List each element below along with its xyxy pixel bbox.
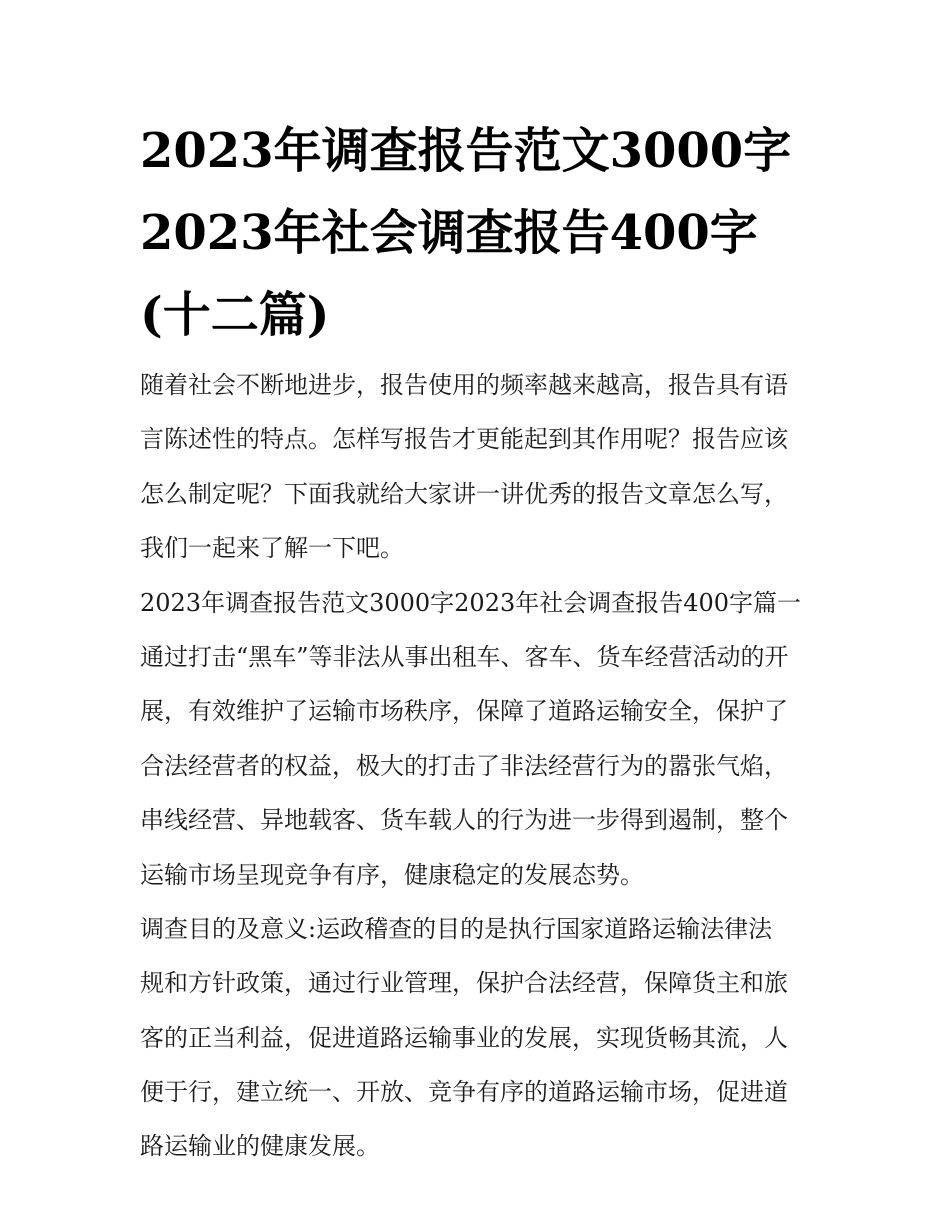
text-line: 规和方针政策，通过行业管理，保护合法经营，保障货主和旅 (140, 969, 788, 998)
section-heading (140, 576, 820, 630)
text-line: 路运输业的健康发展。 (140, 1132, 380, 1161)
text-line: 调查目的及意义:运政稽查的目的是执行国家道路运输法律法 (140, 914, 773, 943)
text-line: 我们一起来了解一下吧。 (140, 534, 404, 563)
text-line: 运输市场呈现竞争有序，健康稳定的发展态势。 (140, 860, 644, 889)
text-line: 串线经营、异地载客、货车载人的行为进一步得到遏制，整个 (140, 806, 788, 835)
text-line: 通过打击“黑车”等非法从事出租车、客车、货车经营活动的开 (140, 642, 789, 671)
document-body (140, 358, 820, 1174)
body-paragraph (140, 630, 820, 902)
text-line: 2023年调查报告范文3000字2023年社会调查报告400字篇一 (140, 588, 802, 617)
text-line: 怎么制定呢？下面我就给大家讲一讲优秀的报告文章怎么写， (140, 479, 788, 508)
text-line: 展，有效维护了运输市场秩序，保障了道路运输安全，保护了 (140, 697, 788, 726)
text-line: 随着社会不断地进步，报告使用的频率越来越高，报告具有语 (140, 371, 788, 399)
title-line: (十二篇) (140, 287, 330, 343)
text-line: 合法经营者的权益，极大的打击了非法经营行为的嚣张气焰， (140, 751, 788, 780)
text-line: 言陈述性的特点。怎样写报告才更能起到其作用呢？报告应该 (140, 425, 788, 454)
title-line: 2023年社会调查报告400字 (140, 205, 758, 261)
text-line: 便于行，建立统一、开放、竞争有序的道路运输市场，促进道 (140, 1078, 788, 1107)
title-line: 2023年调查报告范文3000字 (140, 123, 792, 179)
intro-paragraph (140, 358, 820, 576)
document-title (140, 110, 820, 356)
body-paragraph (140, 902, 820, 1174)
text-line: 客的正当利益，促进道路运输事业的发展，实现货畅其流，人 (140, 1023, 788, 1052)
